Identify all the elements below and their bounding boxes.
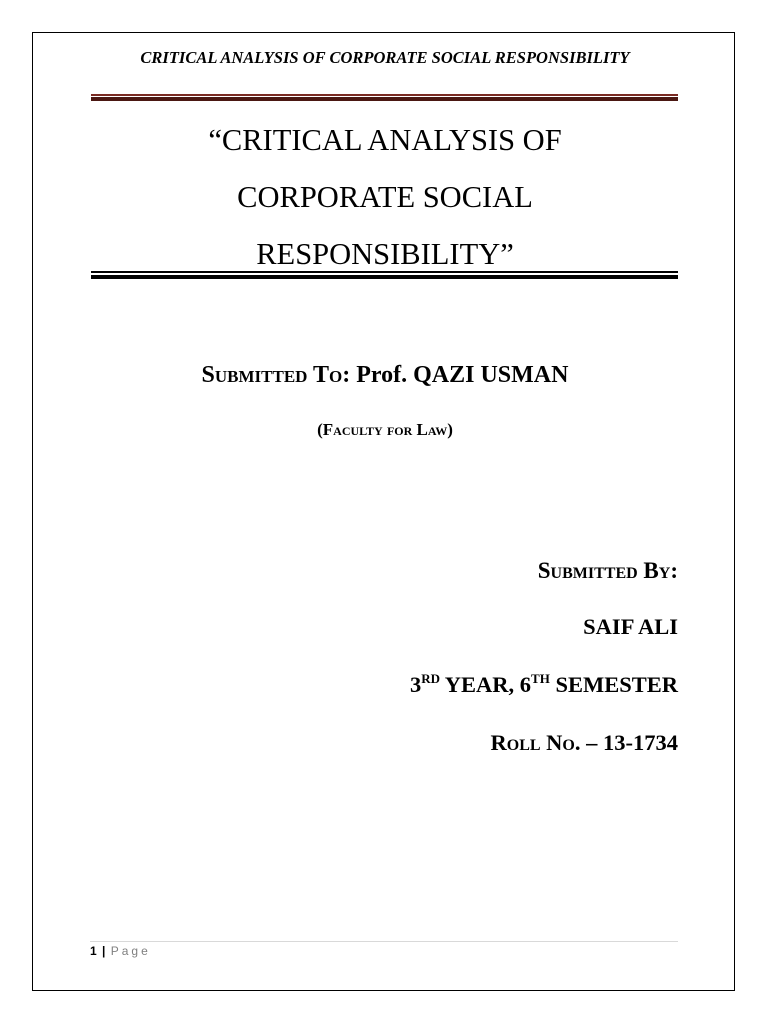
student-name: SAIF ALI	[583, 614, 678, 639]
professor-name: Prof. QAZI USMAN	[356, 362, 569, 388]
document-title	[92, 112, 678, 283]
footer-divider	[90, 941, 678, 942]
submitted-to-label: Submitted To:	[201, 362, 351, 388]
title-line-1: “CRITICAL ANALYSIS OF	[208, 123, 562, 157]
submitted-by-label: Submitted By:	[537, 558, 678, 583]
page-label: Page	[110, 944, 151, 958]
faculty-name: Faculty for Law	[322, 420, 448, 439]
header-divider	[91, 94, 678, 101]
title-divider	[91, 271, 678, 279]
page-footer	[90, 944, 151, 958]
roll-label: Roll No. –	[490, 730, 598, 755]
page-number: 1	[90, 944, 97, 958]
title-line-3: RESPONSIBILITY”	[256, 237, 514, 271]
title-line-2: CORPORATE SOCIAL	[237, 180, 533, 214]
roll-number	[491, 730, 678, 756]
running-header: CRITICAL ANALYSIS OF CORPORATE SOCIAL RESPONSIBILITY	[140, 48, 630, 67]
year-semester: 3RD YEAR, 6TH SEMESTER	[409, 671, 678, 697]
roll-value: 13-1734	[603, 730, 678, 755]
faculty-line: (Faculty for Law)	[317, 420, 453, 439]
footer-separator: |	[102, 944, 106, 958]
submitted-to-line	[92, 362, 678, 389]
